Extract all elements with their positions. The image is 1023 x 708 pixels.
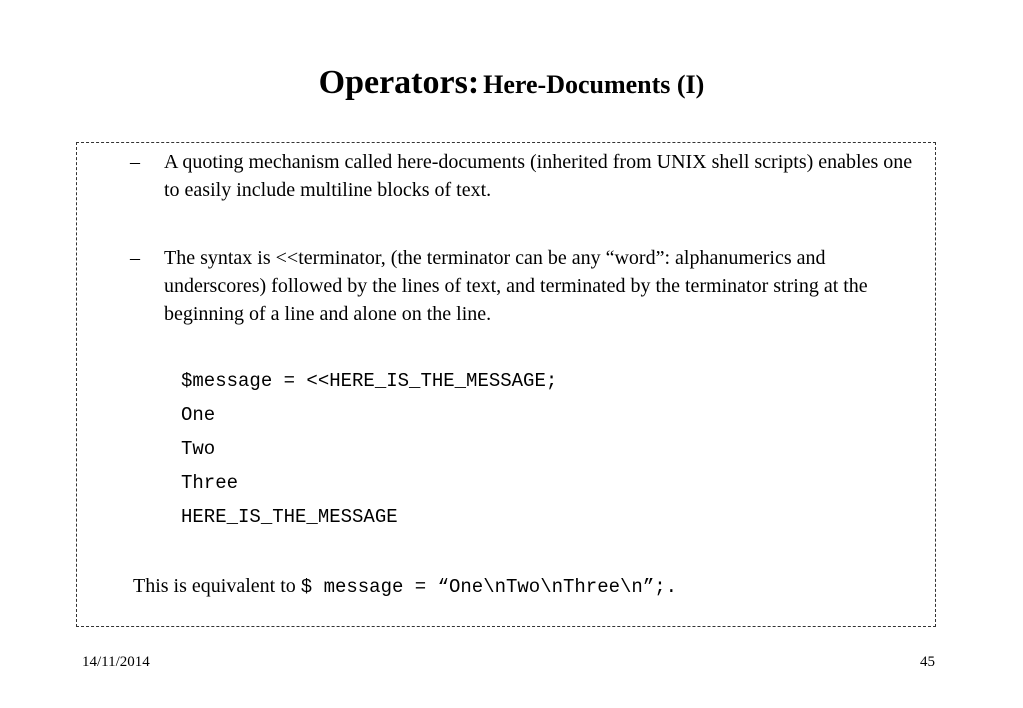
code-line-1: $message = <<HERE_IS_THE_MESSAGE; <box>181 370 558 392</box>
bullet-marker-2: – <box>130 247 140 269</box>
bullet-text-1: A quoting mechanism called here-documents (inherited from UNIX shell scripts) enables one to easily include multiline blocks of text. <box>164 151 913 201</box>
code-line-3: Two <box>181 438 216 460</box>
slide-title <box>0 66 1023 100</box>
equivalent-prefix: This is equivalent to <box>133 575 301 597</box>
bullet-marker-1: – <box>130 151 140 173</box>
title-main: Operators: <box>318 64 480 101</box>
code-line-2: One <box>181 404 216 426</box>
footer-date: 14/11/2014 <box>82 654 150 670</box>
equivalent-line <box>133 572 677 601</box>
code-line-5: HERE_IS_THE_MESSAGE <box>181 506 398 528</box>
code-line-4: Three <box>181 472 239 494</box>
bullet-text-2: The syntax is <<terminator, (the terminator can be any “word”: alphanumerics and underscores) followed by the lines of text, and terminated by the terminator string at the beginning of a line and alone on the line. <box>164 247 868 325</box>
page-number: 45 <box>920 654 935 670</box>
title-sub: Here-Documents (I) <box>483 70 705 99</box>
equivalent-code: $ message = “One\nTwo\nThree\n”;. <box>300 576 678 598</box>
